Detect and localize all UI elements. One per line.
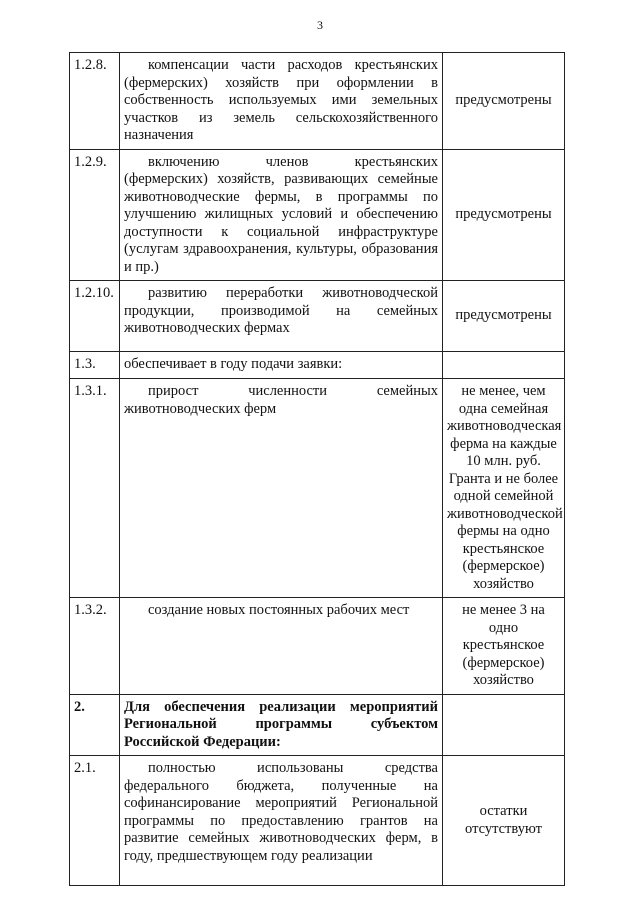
row-number: 1.2.8.: [70, 53, 120, 150]
row-value: предусмотрены: [443, 149, 565, 281]
table-row: [70, 281, 565, 352]
row-value: не менее, чем одна семейная животноводческая ферма на каждые 10 млн. руб. Гранта и не более одной семейной животноводческой фермы на одно крестьянское (фермерское) хозяйство: [443, 379, 565, 598]
table-row: [70, 53, 565, 150]
row-description: полностью использованы средства федерального бюджета, полученные на софинансирование мероприятий Региональной программы по предоставлению грантов на развитие семейных животноводческих ферм, в году, предшествующем году реализации: [120, 756, 443, 886]
row-value: предусмотрены: [443, 53, 565, 150]
row-number: 2.: [70, 694, 120, 756]
row-description: компенсации части расходов крестьянских (фермерских) хозяйств при оформлении в собственность используемых ими земельных участков из земель сельскохозяйственного назначения: [120, 53, 443, 150]
row-number: 2.1.: [70, 756, 120, 886]
row-value: предусмотрены: [443, 281, 565, 352]
row-description: создание новых постоянных рабочих мест: [120, 598, 443, 695]
row-description: обеспечивает в году подачи заявки:: [120, 352, 443, 379]
table-row: [70, 379, 565, 598]
table-row: [70, 149, 565, 281]
table-row: [70, 598, 565, 695]
row-description: развитию переработки животноводческой продукции, производимой на семейных животноводческих фермах: [120, 281, 443, 352]
row-number: 1.3.2.: [70, 598, 120, 695]
row-value: [443, 694, 565, 756]
table-row: [70, 756, 565, 886]
row-description: включению членов крестьянских (фермерских) хозяйств, развивающих семейные животноводческие фермы, в программы по улучшению жилищных условий и обеспечению доступности к социальной инфраструктуре (услугам здравоохранения, культуры, образования и пр.): [120, 149, 443, 281]
row-value: остатки отсутствуют: [443, 756, 565, 886]
row-value: [443, 352, 565, 379]
row-description: Для обеспечения реализации мероприятий Региональной программы субъектом Российской Федерации:: [120, 694, 443, 756]
row-number: 1.2.9.: [70, 149, 120, 281]
row-value: не менее 3 на одно крестьянское (фермерское) хозяйство: [443, 598, 565, 695]
requirements-table: [69, 52, 565, 886]
table-row: [70, 694, 565, 756]
row-description: прирост численности семейных животноводческих ферм: [120, 379, 443, 598]
table-row: [70, 352, 565, 379]
row-number: 1.3.1.: [70, 379, 120, 598]
page-number: 3: [317, 18, 323, 32]
row-number: 1.2.10.: [70, 281, 120, 352]
row-number: 1.3.: [70, 352, 120, 379]
